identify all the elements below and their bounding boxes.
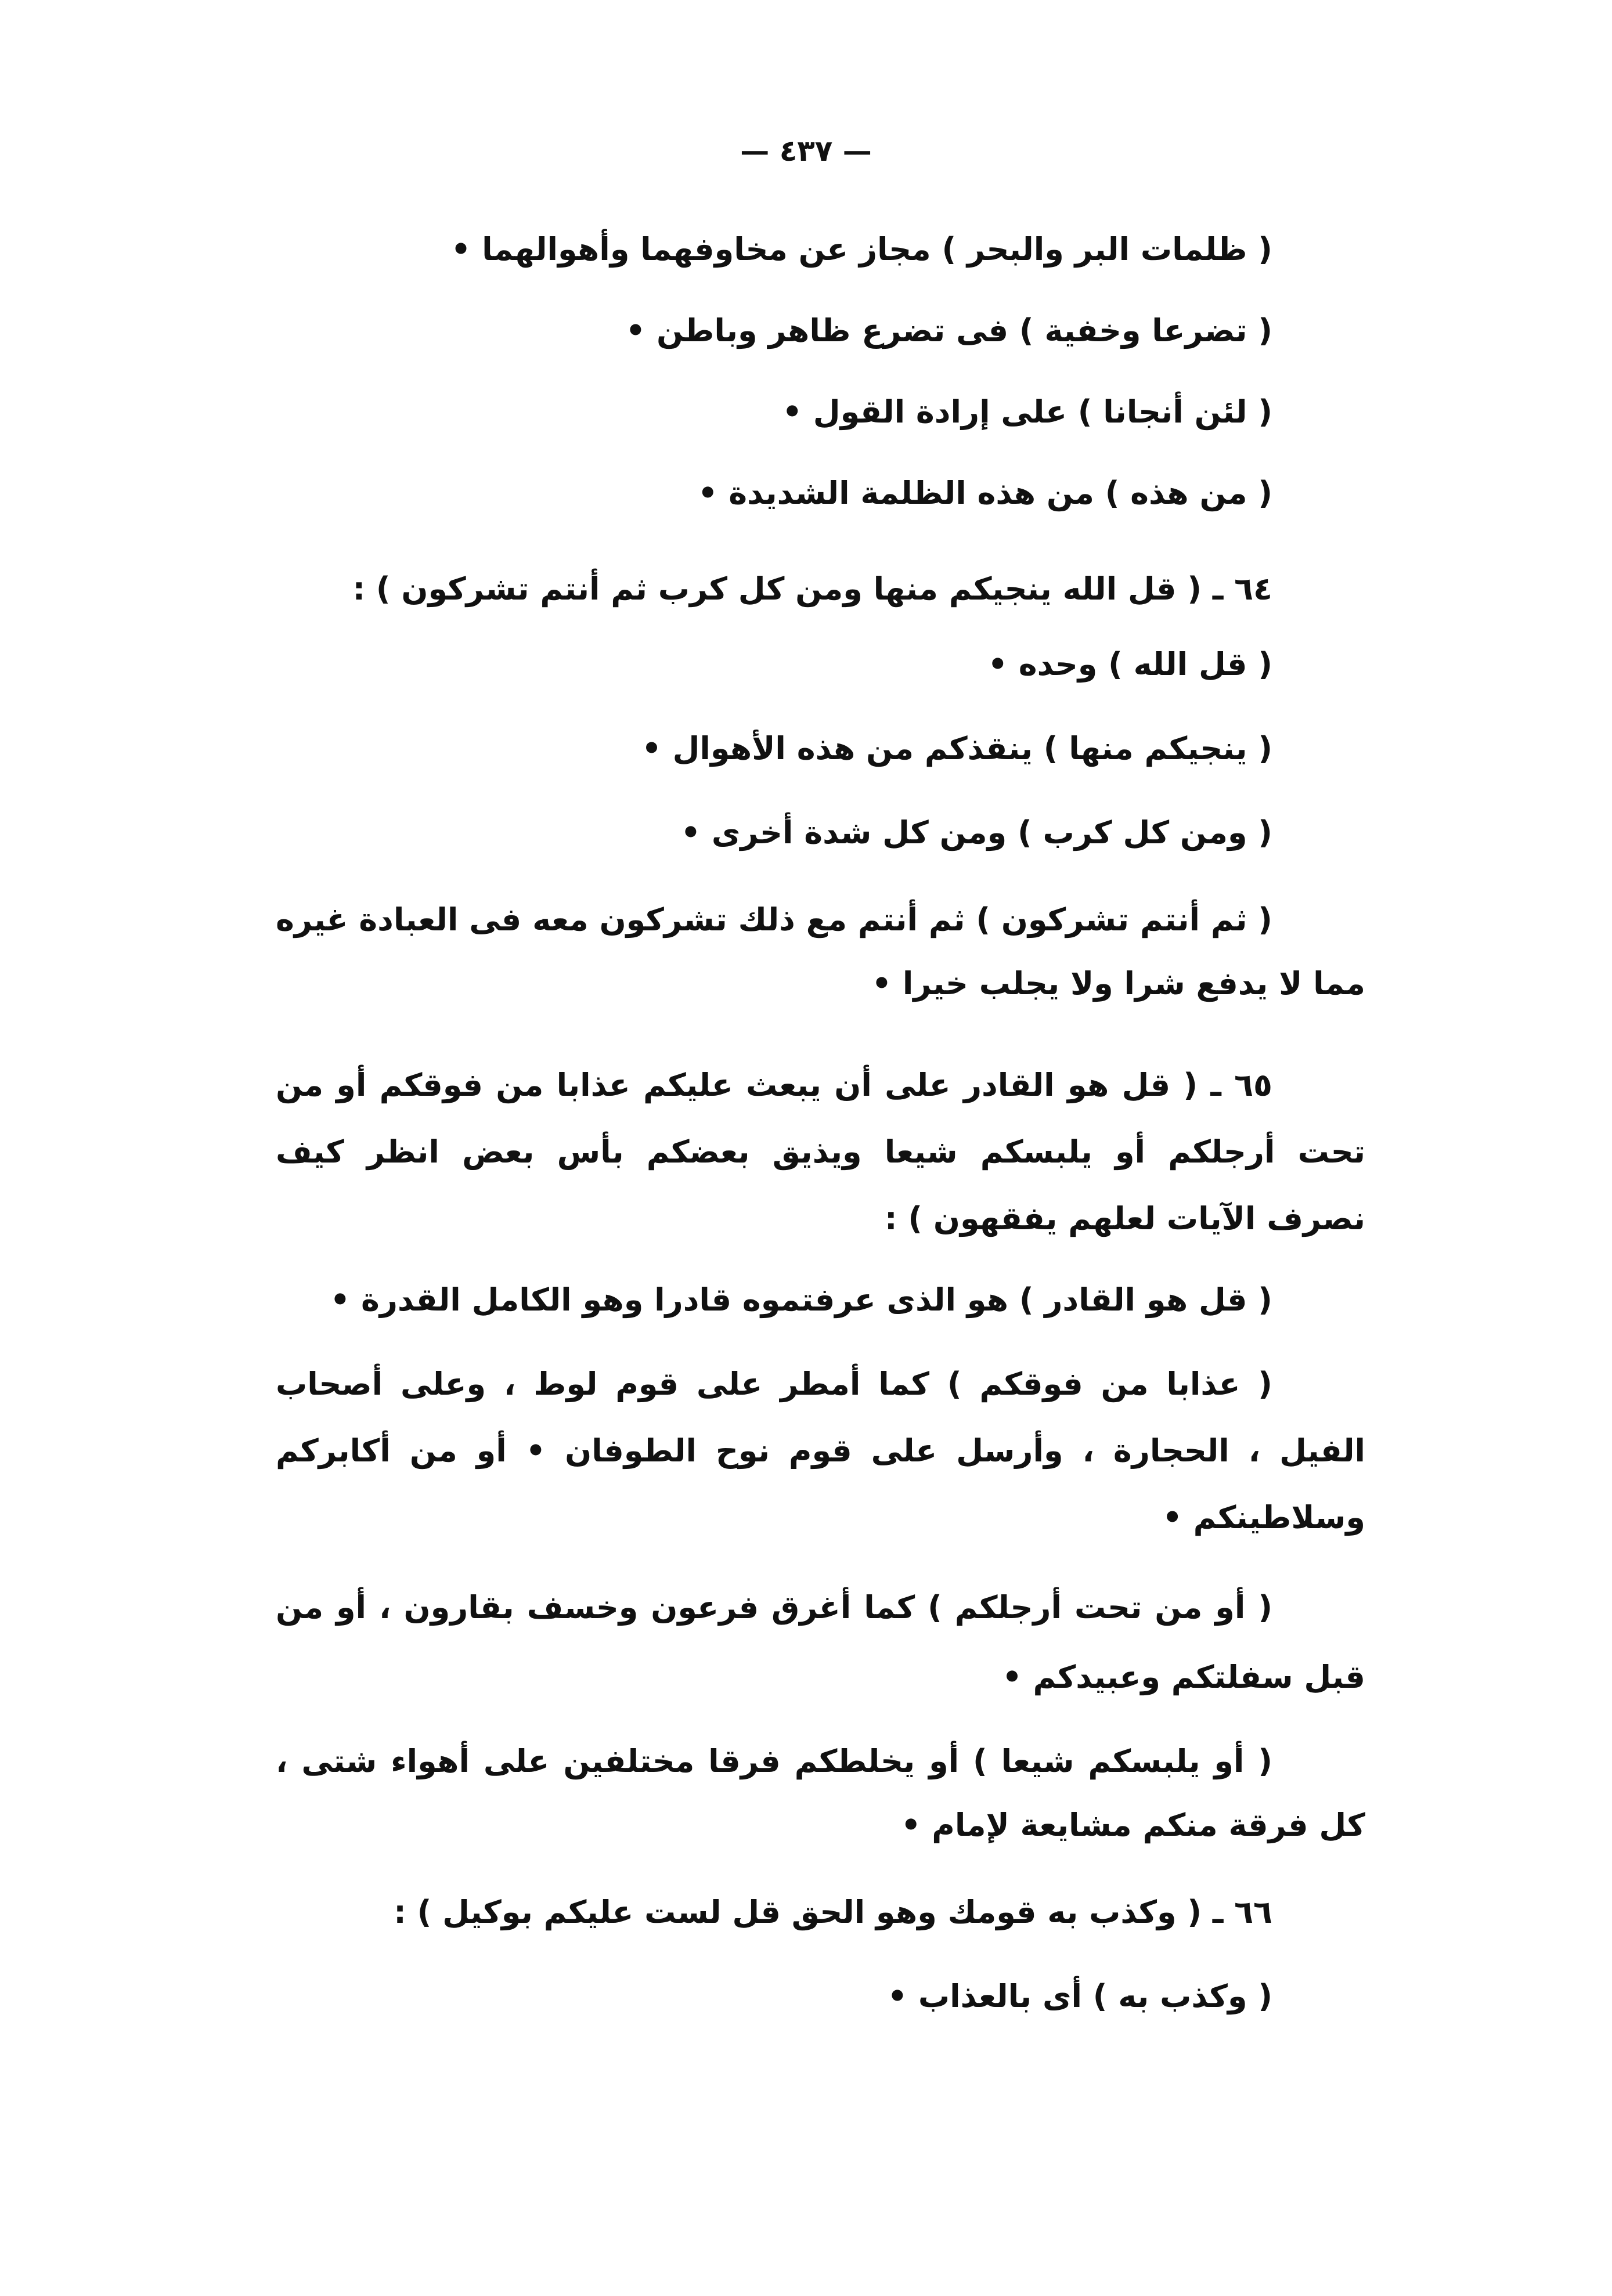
verse-line: ٦٦ ـ ( وكذب به قومك وهو الحق قل لست عليكم بوكيل ) : xyxy=(394,1894,1272,1930)
verse-continuation: تحت أرجلكم أو يلبسكم شيعا ويذيق بعضكم بأس بعض انظر كيف xyxy=(276,1133,1365,1170)
gloss-line: ( ثم أنتم تشركون ) ثم أنتم مع ذلك تشركون معه فى العبادة غيره xyxy=(276,901,1272,938)
gloss-line: ( من هذه ) من هذه الظلمة الشديدة • xyxy=(697,475,1272,511)
gloss-line: ( ظلمات البر والبحر ) مجاز عن مخاوفهما وأهوالهما • xyxy=(450,231,1272,268)
gloss-continuation: قبل سفلتكم وعبيدكم • xyxy=(1002,1659,1365,1695)
gloss-line: ( ينجيكم منها ) ينقذكم من هذه الأهوال • xyxy=(641,730,1272,767)
gloss-line: ( قل هو القادر ) هو الذى عرفتموه قادرا وهو الكامل القدرة • xyxy=(330,1281,1272,1318)
gloss-line: ( وكذب به ) أى بالعذاب • xyxy=(887,1978,1272,2015)
gloss-continuation: مما لا يدفع شرا ولا يجلب خيرا • xyxy=(871,965,1365,1002)
gloss-line: ( ومن كل كرب ) ومن كل شدة أخرى • xyxy=(680,814,1272,851)
verse-continuation: نصرف الآيات لعلهم يفقهون ) : xyxy=(884,1200,1365,1237)
gloss-continuation: الفيل ، الحجارة ، وأرسل على قوم نوح الطوفان • أو من أكابركم xyxy=(276,1432,1365,1469)
gloss-continuation: كل فرقة منكم مشايعة لإمام • xyxy=(900,1807,1365,1843)
gloss-line: ( لئن أنجانا ) على إرادة القول • xyxy=(782,394,1272,430)
gloss-line: ( تضرعا وخفية ) فى تضرع ظاهر وباطن • xyxy=(625,312,1272,349)
gloss-line: ( أو يلبسكم شيعا ) أو يخلطكم فرقا مختلفين على أهواء شتى ، xyxy=(276,1743,1272,1779)
gloss-line: ( قل الله ) وحده • xyxy=(987,646,1272,683)
verse-line: ٦٥ ـ ( قل هو القادر على أن يبعث عليكم عذابا من فوقكم أو من xyxy=(276,1067,1272,1103)
gloss-continuation: وسلاطينكم • xyxy=(1162,1499,1365,1536)
verse-line: ٦٤ ـ ( قل الله ينجيكم منها ومن كل كرب ثم أنتم تشركون ) : xyxy=(352,571,1272,607)
gloss-line: ( عذابا من فوقكم ) كما أمطر على قوم لوط ، وعلى أصحاب xyxy=(276,1366,1272,1402)
gloss-line: ( أو من تحت أرجلكم ) كما أغرق فرعون وخسف بقارون ، أو من xyxy=(276,1589,1272,1626)
page-number: — ٤٣٧ — xyxy=(740,134,872,168)
